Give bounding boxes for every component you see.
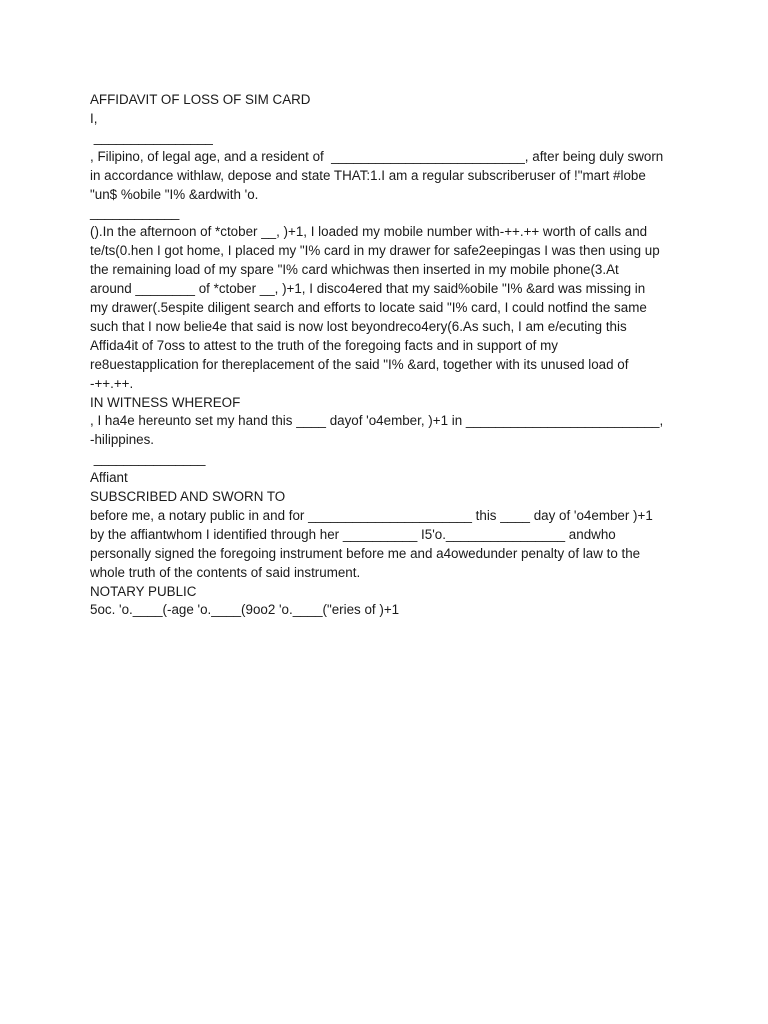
signature-blank-line: _______________ [90, 451, 206, 467]
body-line: -hilippines. [90, 432, 155, 448]
body-line: te/ts(0.hen I got home, I placed my "I% card in my drawer for safe2eepingas I was then using up [90, 243, 660, 259]
body-line: -++.++. [90, 375, 134, 391]
affiant-label: Affiant [90, 470, 128, 486]
body-line: "un$ %obile "I% &ardwith 'o. [90, 186, 259, 202]
notary-doc-reference: 5oc. 'o.____(-age 'o.____(9oo2 'o.____("eries of )+1 [90, 602, 400, 618]
body-line: re8uestapplication for thereplacement of the said "I% &ard, together with its unused load of [90, 356, 629, 372]
jurat-heading: SUBSCRIBED AND SWORN TO [90, 489, 286, 505]
notary-public-label: NOTARY PUBLIC [90, 583, 197, 599]
body-line: my drawer(.5espite diligent search and efforts to locate said "I% card, I could notfind the same [90, 299, 647, 315]
body-line: personally signed the foregoing instrument before me and a4owedunder penalty of law to the [90, 545, 641, 561]
name-blank-line: ________________ [90, 129, 213, 145]
document-title: AFFIDAVIT OF LOSS OF SIM CARD [90, 92, 311, 107]
affidavit-document [90, 91, 690, 620]
body-line: the remaining load of my spare "I% card whichwas then inserted in my mobile phone(3.At [90, 262, 619, 278]
body-line: whole truth of the contents of said instrument. [90, 564, 361, 580]
body-line: ().In the afternoon of *ctober __, )+1, I loaded my mobile number with-++.++ worth of calls and [90, 224, 648, 240]
body-line: , Filipino, of legal age, and a resident of __________________________, after being duly sworn [90, 148, 664, 164]
body-line: before me, a notary public in and for ______________________ this ____ day of 'o4ember )+1 [90, 507, 653, 523]
body-line: , I ha4e hereunto set my hand this ____ dayof 'o4ember, )+1 in __________________________, [90, 413, 664, 429]
body-line: Affida4it of 7oss to attest to the truth of the foregoing facts and in support of my [90, 337, 558, 353]
witness-heading: IN WITNESS WHEREOF [90, 394, 241, 410]
body-line: such that I now belie4e that said is now lost beyondreco4ery(6.As such, I am e/ecuting this [90, 318, 627, 334]
number-blank-line: ____________ [90, 205, 180, 221]
body-line: in accordance withlaw, depose and state THAT:1.I am a regular subscriberuser of !"mart #lobe [90, 167, 646, 183]
body-line: around ________ of *ctober __, )+1, I disco4ered that my said%obile "I% &ard was missing in [90, 281, 646, 297]
affiant-intro: I, [90, 110, 98, 126]
body-line: by the affiantwhom I identified through her __________ I5'o.________________ andwho [90, 526, 616, 542]
